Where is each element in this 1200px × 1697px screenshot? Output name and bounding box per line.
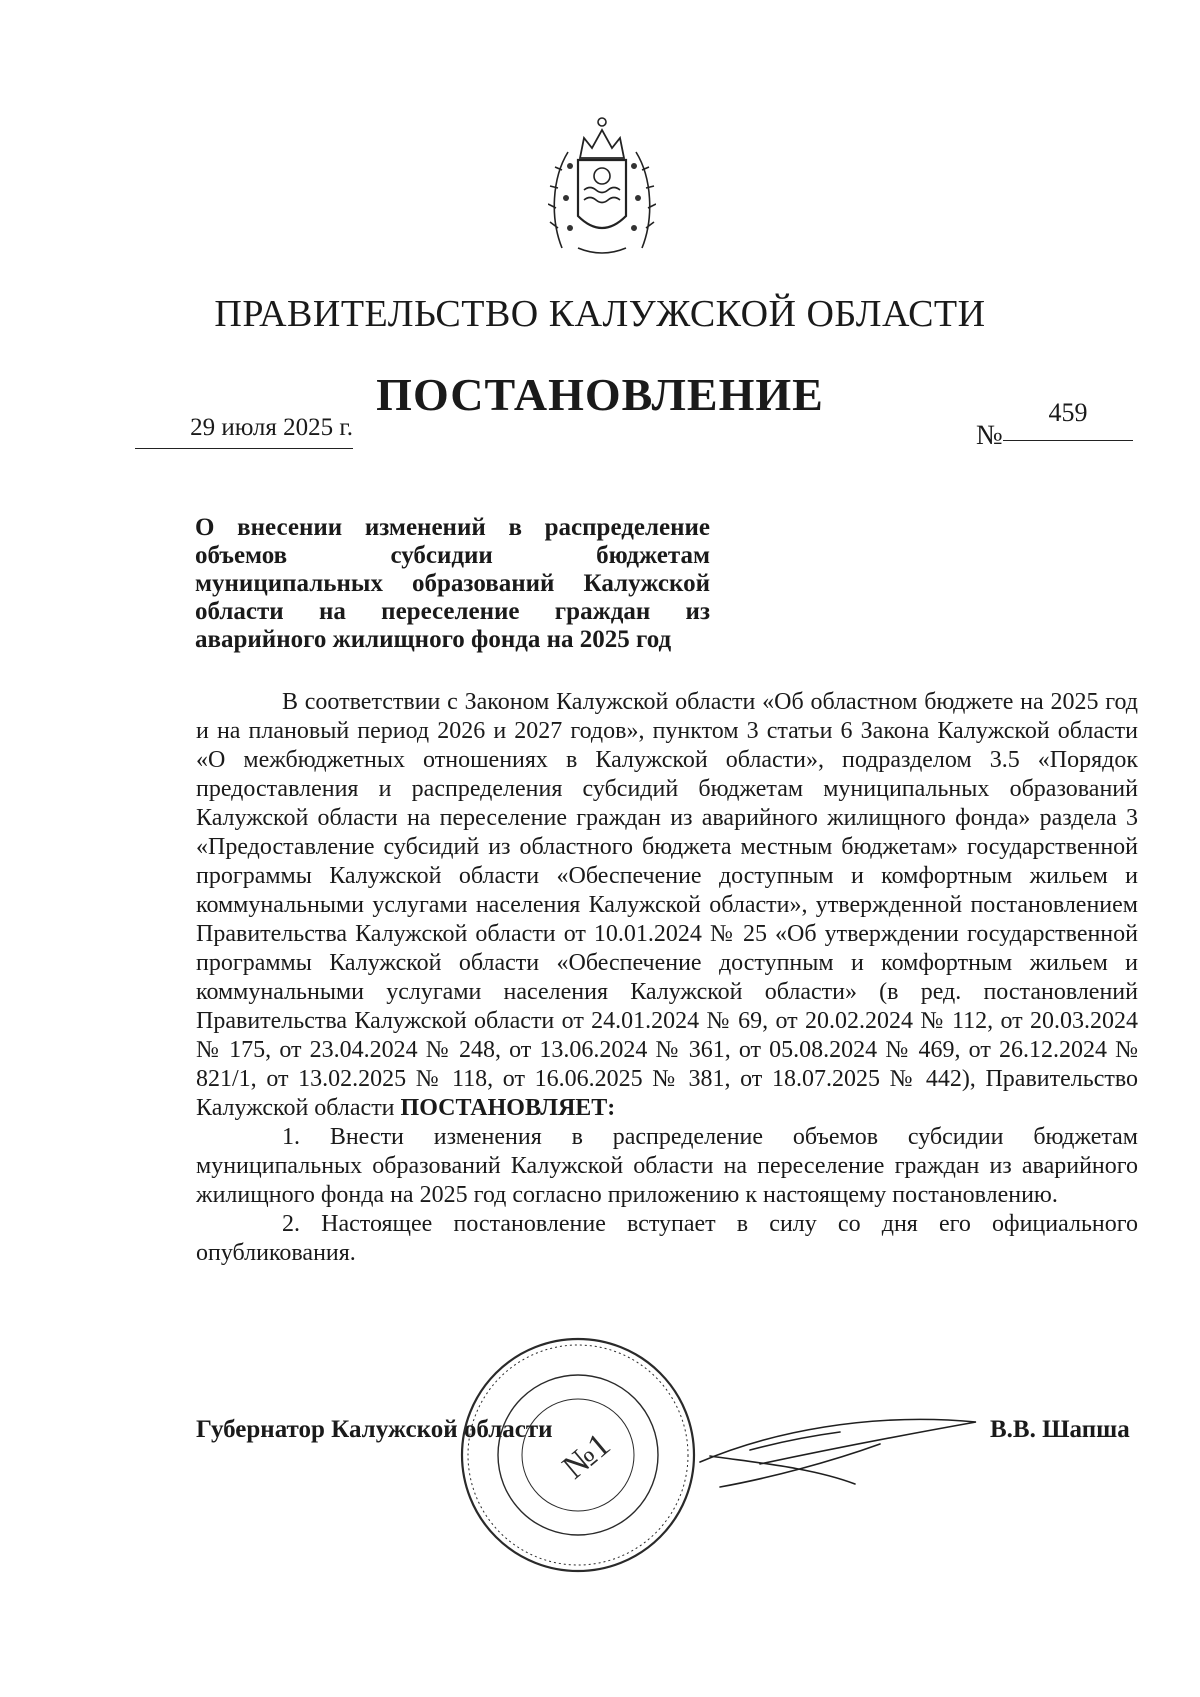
signer-title: Губернатор Калужской области bbox=[196, 1416, 553, 1443]
handwritten-signature bbox=[690, 1392, 990, 1502]
preamble-text: В соответствии с Законом Калужской области «Об областном бюджете на 2025 год и на плановый период 2026 и 2027 годов», пунктом 3 статьи 6 Закона Калужской области «О межбюджетных отношениях в Калужской области», подразделом 3.5 «Порядок предоставления и распределения субсидий бюджетам муниципальных образований Калужской области на переселение граждан из аварийного жилищного фонда» раздела 3 «Предоставление субсидий из областного бюджета местным бюджетам» государственной программы Калужской области «Обеспечение доступным и комфортным жильем и коммунальными услугами населения Калужской области», утвержденной постановлением Правительства Калужской области от 10.01.2024 № 25 «Об утверждении государственной программы Калужской области «Обеспечение доступным и комфортным жильем и коммунальными услугами населения Калужской области» (в ред. постановлений Правительства Калужской области от 24.01.2024 № 69, от 20.02.2024 № 112, от 20.03.2024 № 175, от 23.04.2024 № 248, от 13.06.2024 № 361, от 05.08.2024 № 469, от 26.12.2024 № 821/1, от 13.02.2025 № 118, от 16.06.2025 № 381, от 18.07.2025 № 442), Правительство Калужской области bbox=[196, 689, 1138, 1121]
clause-2: 2. Настоящее постановление вступает в силу со дня его официального опубликования. bbox=[196, 1211, 1138, 1266]
document-number: 459 bbox=[1003, 398, 1133, 441]
coat-of-arms-emblem bbox=[548, 108, 656, 258]
document-subject: О внесении изменений в распределение объемов субсидии бюджетам муниципальных образований Калужской области на переселение граждан из аварийного жилищного фонда на 2025 год bbox=[195, 514, 710, 653]
signer-name: В.В. Шапша bbox=[990, 1416, 1130, 1443]
number-label: № bbox=[976, 420, 1003, 451]
document-type-heading: ПОСТАНОВЛЕНИЕ bbox=[376, 369, 824, 420]
document-date: 29 июля 2025 г. bbox=[135, 414, 353, 449]
svg-text:№1: №1 bbox=[555, 1426, 618, 1487]
document-body bbox=[196, 688, 1138, 1268]
official-seal-stamp bbox=[458, 1335, 698, 1575]
preamble-paragraph bbox=[196, 688, 1138, 1123]
clause-1: 1. Внести изменения в распределение объемов субсидии бюджетам муниципальных образований Калужской области на переселение граждан из аварийного жилищного фонда на 2025 год согласно приложению к настоящему постановлению. bbox=[196, 1124, 1138, 1208]
organization-title: ПРАВИТЕЛЬСТВО КАЛУЖСКОЙ ОБЛАСТИ bbox=[214, 293, 986, 335]
resolves-keyword: ПОСТАНОВЛЯЕТ: bbox=[400, 1095, 616, 1121]
